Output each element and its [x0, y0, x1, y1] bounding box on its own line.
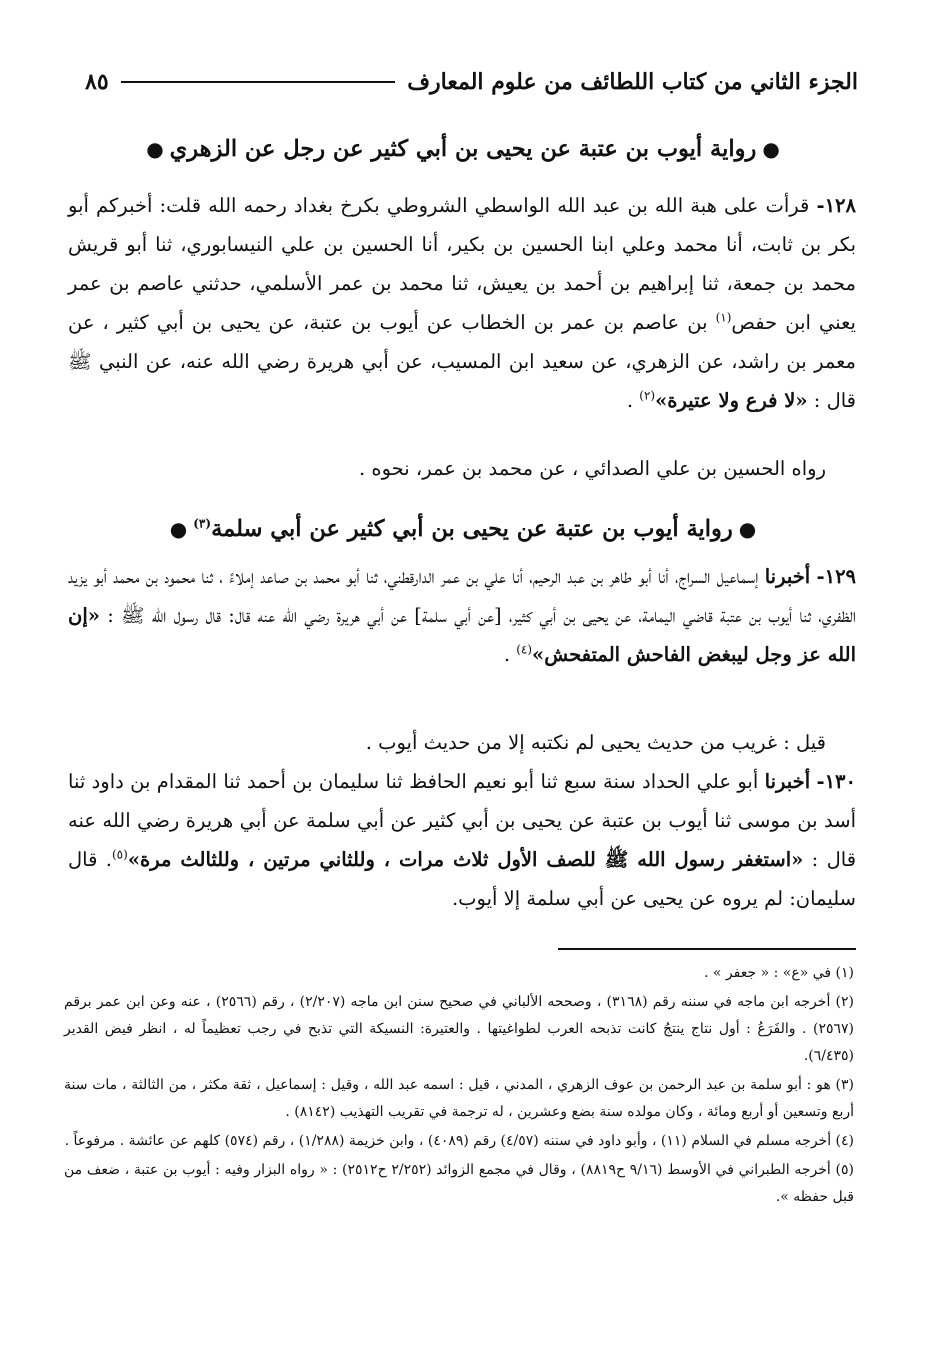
section-heading-2 — [70, 516, 856, 542]
footnote-ref-3: (٣) — [193, 516, 212, 531]
section-heading-2-text: رواية أيوب بن عتبة عن يحيى بن أبي كثير عن أبي سلمة — [211, 516, 733, 542]
footnote-ref-5: (٥) — [111, 847, 128, 862]
hadith-quote: «إن الله عز وجل ليبغض الفاحش المتفحش» — [68, 604, 856, 666]
footnote-1: (١) في «ع» : « جعفر » . — [704, 965, 854, 981]
section-heading-1-text: رواية أيوب بن عتبة عن يحيى بن أبي كثير عن رجل عن الزهري — [169, 136, 757, 162]
paragraph-130 — [68, 762, 856, 918]
footnote-2: (٢) أخرجه ابن ماجه في سننه رقم (٣١٦٨) ، وصححه الألباني في صحيح سنن ابن ماجه (٢/٢٠٧) ، رقم (٢٥٦٦) ، عنه وعن ابن عمر برقم (٢٥٦٧) . والفَرَعُ : أول نتاج ينتجُ كانت تذبحه العرب لطواغيتها . والعتيرة: النسيكة التي تذبح في رجب تعظيماً له ، انظر فيض القدير (٦/٤٣٥). — [64, 994, 854, 1064]
paragraph-129 — [68, 557, 856, 674]
footnotes — [64, 960, 854, 1211]
paragraph-text: قرأت على هبة الله بن عبد الله الواسطي الشروطي بكرخ بغداد رحمه الله قلت: أخبركم أبو بكر بن ثابت، أنا محمد وعلي ابنا الحسين بن بكير، أنا الحسين بن علي النيسابوري، ثنا أبو قريش محمد بن جمعة، ثنا إبراهيم بن أحمد بن يعيش، ثنا محمد بن عمر الأسلمي، حدثني عاصم بن عمر يعني ابن حفص — [68, 194, 856, 334]
hadith-quote: «استغفر رسول الله ﷺ للصف الأول ثلاث مرات ، وللثاني مرتين ، وللثالث مرة» — [127, 848, 804, 871]
paragraph-number: ١٢٨- — [816, 194, 856, 217]
paragraph-129-note: قيل : غريب من حديث يحيى لم نكتبه إلا من حديث أيوب . — [365, 731, 826, 754]
paragraph-number: ١٢٩- — [816, 565, 857, 588]
paragraph-text: . قال سليمان: لم يروه عن يحيى عن أبي سلمة إلا أيوب. — [68, 848, 856, 910]
footnote-3: (٣) هو : أبو سلمة بن عبد الرحمن بن عوف الزهري ، المدني ، قيل : اسمه عبد الله ، وقيل : إسماعيل ، ثقة مكثر ، من الثالثة ، مات سنة أربع وتسعين أو أربع ومائة ، وكان مولده سنة بضع وعشرين ، له ترجمة في تقريب التهذيب (٨١٤٢) . — [64, 1077, 854, 1120]
bullet-icon: ● — [762, 137, 780, 161]
paragraph-text: إسماعيل السراج، أنا أبو طاهر بن عبد الرحيم، أنا علي بن عمر الدارقطني، ثنا أبو محمد بن صاعد إملاءً ، ثنا محمود بن محمد أبو يزيد الظفري، ثنا أيوب بن عتبة قاضي اليمامة، عن يحيى بن أبي كثير، [عن أبي سلمة] عن أبي هريرة رضي الله عنه قال: قال رسول الله ﷺ : — [68, 565, 857, 627]
bullet-icon: ● — [146, 137, 164, 161]
paragraph-lead: أخبرنا — [764, 565, 811, 588]
paragraph-end: . — [626, 389, 634, 412]
header-rule — [121, 81, 396, 83]
running-title: الجزء الثاني من كتاب اللطائف من علوم المعارف — [407, 69, 858, 95]
bullet-icon: ● — [738, 517, 757, 541]
bullet-icon: ● — [169, 517, 188, 541]
paragraph-number: ١٣٠- — [816, 770, 856, 793]
footnote-ref-4: (٤) — [516, 642, 533, 657]
paragraph-128 — [68, 186, 856, 420]
paragraph-lead: أخبرنا — [764, 770, 811, 793]
paragraph-text: بن عاصم بن عمر بن الخطاب عن أيوب بن عتبة، عن يحيى بن أبي كثير ، عن معمر بن راشد، عن الزهري، عن سعيد ابن المسيب، عن أبي هريرة رضي الله عنه، عن النبي ﷺ قال : — [68, 311, 856, 412]
footnote-ref-2: (٢) — [639, 388, 656, 403]
page-number: ٨٥ — [85, 69, 109, 95]
section-heading-1 — [70, 136, 856, 162]
footnote-4: (٤) أخرجه مسلم في السلام (١١) ، وأبو داود في سننه (٤/٥٧) رقم (٤٠٨٩) ، وابن خزيمة (١/٢٨٨) ، رقم (٥٧٤) كلهم عن عائشة . مرفوعاً . — [64, 1133, 854, 1149]
paragraph-128-note: رواه الحسين بن علي الصدائي ، عن محمد بن عمر، نحوه . — [359, 457, 826, 480]
hadith-quote: «لا فرع ولا عتيرة» — [655, 389, 808, 412]
paragraph-text: أبو علي الحداد سنة سبع ثنا أبو نعيم الحافظ ثنا سليمان بن أحمد ثنا المقدام بن داود ثنا أسد بن موسى ثنا أيوب بن عتبة عن يحيى بن أبي كثير عن أبي سلمة عن أبي هريرة رضي الله عنه قال : — [68, 770, 857, 871]
footnote-5: (٥) أخرجه الطبراني في الأوسط (٩/١٦ ح٨٨١٩) ، وقال في مجمع الزوائد (٢/٢٥٢ ح٢٥١٢) : « رواه البزار وفيه : أيوب بن عتبة ، ضعف من قبل حفظه ». — [64, 1162, 854, 1205]
paragraph-end: . — [503, 643, 511, 666]
footnote-separator — [558, 948, 856, 950]
footnote-ref-1: (١) — [715, 310, 732, 325]
running-header — [85, 62, 858, 102]
